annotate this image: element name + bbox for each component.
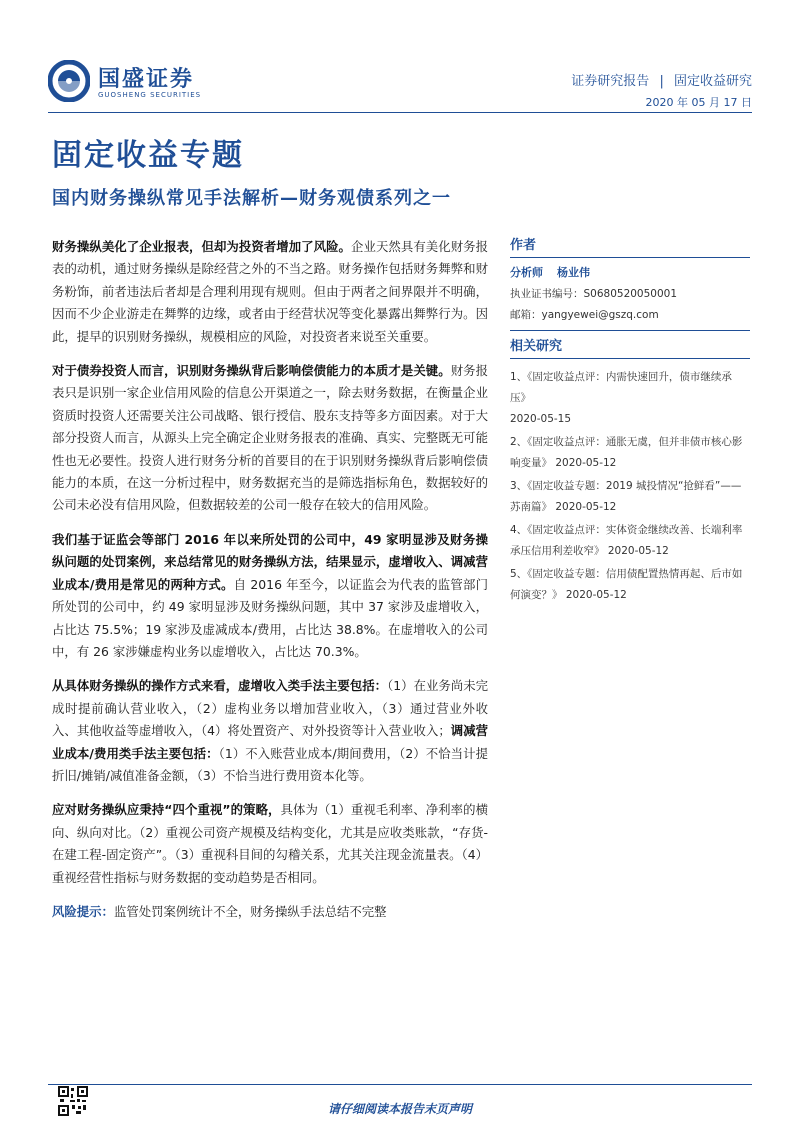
related-title: 4、《固定收益点评：实体资金继续改善、长端利率承压信用利差收窄》: [510, 524, 743, 557]
body-paragraph: [52, 236, 488, 348]
paragraph-text: （1）在业务尚未完成时提前确认营业收入，（2）虚构业务以增加营业收入，（3）通过营业外收入、其他收益等虚增收入，（4）将处置资产、对外投资等计入营业收入；: [52, 678, 489, 739]
risk-warning: [52, 901, 488, 923]
related-date: 2020-05-15: [510, 413, 572, 425]
page-subtitle: 国内财务操纵常见手法解析—财务观债系列之一: [52, 188, 451, 209]
related-date: 2020-05-12: [555, 501, 617, 513]
related-research-item[interactable]: [510, 367, 750, 430]
header-divider: [48, 112, 752, 113]
paragraph-lead: 应对财务操纵应秉持“四个重视”的策略，: [52, 802, 281, 818]
logo-text: 国盛证券: [98, 67, 195, 92]
related-title: 2、《固定收益点评：通胀无虞，但并非债市核心影响变量》: [510, 436, 743, 469]
risk-label: 风险提示：: [52, 903, 114, 919]
sidebar: [510, 232, 750, 608]
analyst-line: [510, 264, 750, 280]
related-date: 2020-05-12: [607, 545, 669, 557]
related-research-list: [510, 367, 750, 606]
paragraph-lead: 财务操纵美化了企业报表，但却为投资者增加了风险。: [52, 239, 352, 254]
body-paragraph: [52, 529, 488, 663]
analyst-name: 杨业伟: [557, 266, 590, 279]
certificate-number: 执业证书编号：S0680520050001: [510, 288, 678, 300]
paragraph-lead: 我们基于证监会等部门 2016 年以来所处罚的公司中，49 家明显涉及财务操纵问题的处罚案例，来总结常见的财务操纵方法，结果显示，虚增收入、调减营业成本/费用是常见的两种方式。: [52, 531, 488, 592]
related-title: 1、《固定收益点评：内需快速回升，债市继续承压》: [510, 371, 732, 404]
body-paragraph: [52, 675, 488, 787]
report-date: 2020 年 05 月 17 日: [645, 96, 752, 109]
category-primary: 证券研究报告: [571, 74, 650, 89]
report-body: [52, 236, 488, 923]
paragraph-lead: 调减营业成本/费用类手法主要包括：: [52, 723, 489, 761]
related-date: 2020-05-12: [565, 589, 627, 601]
category-separator: |: [659, 74, 664, 89]
paragraph-text: 自 2016 年至今，以证监会为代表的监管部门所处罚的公司中，约 49 家明显涉及财务操纵问题，其中 37 家涉及虚增收入，占比达 75.5%；19 家涉及虚减成本/费用，占比达 38.8%。在虚增收入的公司中，有 26 家涉嫌虚构业务以虚增收入，占比达 70.3%。: [52, 576, 488, 659]
paragraph-text: （1）不入账营业成本/期间费用，（2）不恰当计提折旧/摊销/减值准备金额，（3）不恰当进行费用资本化等。: [52, 745, 488, 783]
body-paragraph: [52, 360, 488, 517]
analyst-email[interactable]: 邮箱：yangyewei@gszq.com: [510, 309, 659, 321]
report-categories: [571, 70, 752, 89]
logo-subtext: GUOSHENG SECURITIES: [98, 91, 202, 99]
related-research-heading: 相关研究: [510, 330, 750, 359]
analyst-label: 分析师: [510, 266, 543, 279]
related-research-item[interactable]: [510, 520, 750, 562]
related-date: 2020-05-12: [555, 457, 617, 469]
paragraph-text: 具体为（1）重视毛利率、净利率的横向、纵向对比。（2）重视公司资产规模及结构变化，尤其是应收类账款，“存货-在建工程-固定资产”。（3）重视科目间的勾稽关系，尤其关注现金流量表。（4）重视经营性指标与财务数据的变动趋势是否相同。: [52, 802, 488, 885]
logo-mark-icon: [48, 60, 90, 102]
paragraph-lead: 从具体财务操纵的操作方式来看，虚增收入类手法主要包括：: [52, 678, 388, 694]
related-research-item[interactable]: [510, 564, 750, 606]
related-research-item[interactable]: [510, 432, 750, 474]
category-secondary: 固定收益研究: [673, 74, 752, 89]
paragraph-text: 财务报表只是识别一家企业信用风险的信息公开渠道之一，除去财务数据，在衡量企业资质时投资人还需要关注公司战略、银行授信、股东支持等多方面因素。对于大部分投资人而言，从源头上完全确定企业财务报表的准确、真实、完整既无可能性也无必要性。投资人进行财务分析的首要目的在于识别财务操纵背后影响偿债能力的本质，在这一分析过程中，财务数据充当的是筛选指标角色，数据较好的公司未必没有信用风险，但数据较差的公司一般存在较大的信用风险。: [52, 363, 489, 513]
body-paragraph: [52, 799, 488, 889]
paragraph-text: 企业天然具有美化财务报表的动机，通过财务操纵是除经营之外的不当之路。财务操作包括财务舞弊和财务粉饰，前者违法后者却是合理利用现有规则。但由于两者之间界限并不明确，因而不少企业游走在舞弊的边缘，或者由于经营状况等变化暴露出舞弊行为。因此，提早的识别财务操纵，规模相应的风险，对投资者来说至关重要。: [52, 239, 489, 344]
author-heading: 作者: [510, 232, 750, 258]
company-logo: [48, 60, 228, 106]
footer-disclaimer-notice: 请仔细阅读本报告末页声明: [327, 1102, 472, 1116]
related-research-item[interactable]: [510, 476, 750, 518]
related-title: 5、《固定收益专题：信用债配置热情再起、后市如何演变？》: [510, 568, 743, 601]
page-title: 固定收益专题: [52, 138, 244, 173]
paragraph-lead: 对于债券投资人而言，识别财务操纵背后影响偿债能力的本质才是关键。: [52, 363, 451, 379]
related-title: 3、《固定收益专题：2019 城投情况“抢鲜看”——苏南篇》: [510, 480, 742, 513]
footer-divider: [48, 1084, 752, 1085]
risk-text: 监管处罚案例统计不全，财务操纵手法总结不完整: [113, 903, 387, 919]
